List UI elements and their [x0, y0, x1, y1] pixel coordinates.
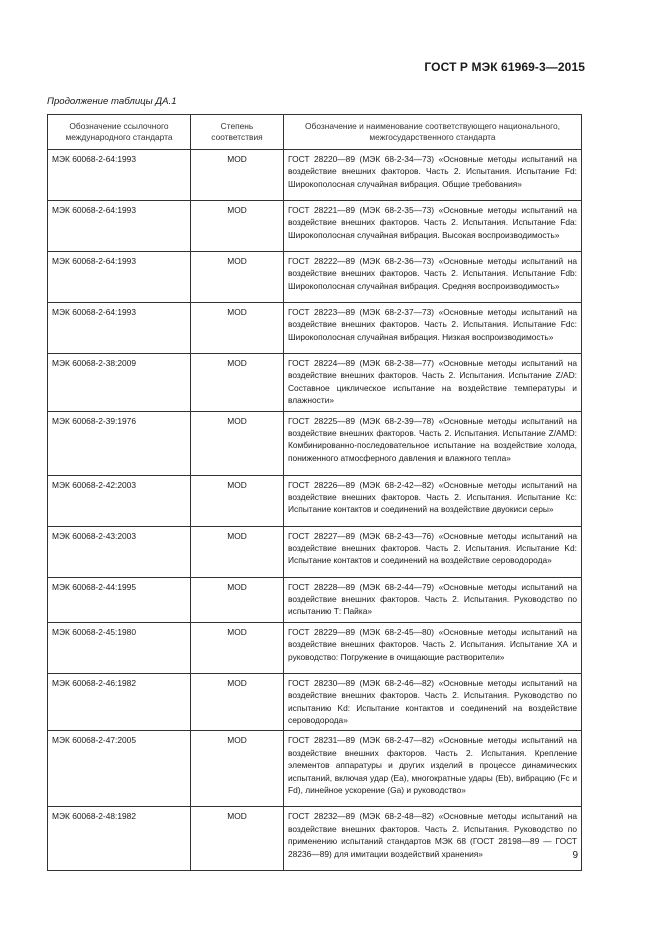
national-standard-cell: ГОСТ 28227—89 (МЭК 68-2-43—76) «Основные методы испытаний на воздействие внешних факторов. Часть 2. Испытания. Испытание Kd: Испытание контактов и соединений на воздействие сероводорода»: [284, 526, 582, 577]
reference-cell: МЭК 60068-2-43:2003: [48, 526, 191, 577]
column-header-reference: Обозначение ссылочного международного стандарта: [48, 115, 191, 150]
degree-cell: MOD: [191, 411, 284, 475]
reference-cell: МЭК 60068-2-38:2009: [48, 354, 191, 412]
table-row: [48, 526, 582, 577]
reference-cell: МЭК 60068-2-47:2005: [48, 731, 191, 807]
national-standard-cell: ГОСТ 28223—89 (МЭК 68-2-37—73) «Основные методы испытаний на воздействие внешних факторов. Часть 2. Испытания. Испытание Fdc: Широкополосная случайная вибрация. Низкая воспроизводимость»: [284, 303, 582, 354]
table-row: [48, 303, 582, 354]
standards-table: [47, 114, 582, 871]
national-standard-cell: ГОСТ 28226—89 (МЭК 68-2-42—82) «Основные методы испытаний на воздействие внешних факторов. Часть 2. Испытания. Испытание Кс: Испытание контактов и соединений на воздействие двуокиси серы»: [284, 475, 582, 526]
reference-cell: МЭК 60068-2-45:1980: [48, 622, 191, 673]
national-standard-cell: ГОСТ 28232—89 (МЭК 68-2-48—82) «Основные методы испытаний на воздействие внешних факторов. Часть 2. Испытания. Руководство по применению испытаний стандартов МЭК 68 (ГОСТ 28198—89 — ГОСТ 28236—89) для имитации воздействий хранения»: [284, 807, 582, 871]
national-standard-cell: ГОСТ 28221—89 (МЭК 68-2-35—73) «Основные методы испытаний на воздействие внешних факторов. Часть 2. Испытания. Испытание Fda: Широкополосная случайная вибрация. Высокая воспроизводимость»: [284, 201, 582, 252]
column-header-national: Обозначение и наименование соответствующего национального, межгосударственного стандарта: [284, 115, 582, 150]
national-standard-cell: ГОСТ 28220—89 (МЭК 68-2-34—73) «Основные методы испытаний на воздействие внешних факторов. Часть 2. Испытания. Испытание Fd: Широкополосная случайная вибрация. Общие требования»: [284, 150, 582, 201]
reference-cell: МЭК 60068-2-39:1976: [48, 411, 191, 475]
table-row: [48, 150, 582, 201]
reference-cell: МЭК 60068-2-64:1993: [48, 201, 191, 252]
page-number: 9: [572, 850, 578, 861]
table-row: [48, 354, 582, 412]
table-row: [48, 577, 582, 622]
national-standard-cell: ГОСТ 28224—89 (МЭК 68-2-38—77) «Основные методы испытаний на воздействие внешних факторов. Часть 2. Испытания. Испытание Z/AD: Составное циклическое испытание на воздействие температуры и влажности»: [284, 354, 582, 412]
table-row: [48, 411, 582, 475]
degree-cell: MOD: [191, 622, 284, 673]
degree-cell: MOD: [191, 201, 284, 252]
table-row: [48, 807, 582, 871]
degree-cell: MOD: [191, 150, 284, 201]
national-standard-cell: ГОСТ 28229—89 (МЭК 68-2-45—80) «Основные методы испытаний на воздействие внешних факторов. Часть 2. Испытания. Испытание ХА и руководство: Погружение в очищающие растворители»: [284, 622, 582, 673]
document-designation: ГОСТ Р МЭК 61969-3—2015: [424, 60, 585, 74]
degree-cell: MOD: [191, 526, 284, 577]
table-row: [48, 673, 582, 731]
national-standard-cell: ГОСТ 28231—89 (МЭК 68-2-47—82) «Основные методы испытаний на воздействие внешних факторов. Часть 2. Испытания. Крепление элементов аппаратуры и других изделий в процессе динамических испытаний, включая удар (Еа), многократные удары (Eb), вибрацию (Fc и Fd), линейное ускорение (Ga) и руководство»: [284, 731, 582, 807]
degree-cell: MOD: [191, 807, 284, 871]
national-standard-cell: ГОСТ 28230—89 (МЭК 68-2-46—82) «Основные методы испытаний на воздействие внешних факторов. Часть 2. Испытания. Руководство по испытанию Kd: Испытание контактов и соединений на воздействие сероводорода»: [284, 673, 582, 731]
reference-cell: МЭК 60068-2-46:1982: [48, 673, 191, 731]
degree-cell: MOD: [191, 303, 284, 354]
reference-cell: МЭК 60068-2-64:1993: [48, 252, 191, 303]
table-header-row: [48, 115, 582, 150]
table-row: [48, 731, 582, 807]
reference-cell: МЭК 60068-2-44:1995: [48, 577, 191, 622]
table-row: [48, 475, 582, 526]
table-row: [48, 201, 582, 252]
national-standard-cell: ГОСТ 28228—89 (МЭК 68-2-44—79) «Основные методы испытаний на воздействие внешних факторов. Часть 2. Испытания. Руководство по испытанию Т: Пайка»: [284, 577, 582, 622]
national-standard-cell: ГОСТ 28225—89 (МЭК 68-2-39—78) «Основные методы испытаний на воздействие внешних факторов. Часть 2. Испытания. Испытание Z/AMD: Комбинированно-последовательное испытание на воздействие холода, пониженного атмосферного давления и влажного тепла»: [284, 411, 582, 475]
table-caption: Продолжение таблицы ДА.1: [47, 96, 177, 107]
column-header-degree: Степень соответствия: [191, 115, 284, 150]
reference-cell: МЭК 60068-2-64:1993: [48, 303, 191, 354]
table-row: [48, 252, 582, 303]
degree-cell: MOD: [191, 252, 284, 303]
degree-cell: MOD: [191, 577, 284, 622]
reference-cell: МЭК 60068-2-48:1982: [48, 807, 191, 871]
national-standard-cell: ГОСТ 28222—89 (МЭК 68-2-36—73) «Основные методы испытаний на воздействие внешних факторов. Часть 2. Испытания. Испытание Fdb: Широкополосная случайная вибрация. Средняя воспроизводимость»: [284, 252, 582, 303]
degree-cell: MOD: [191, 731, 284, 807]
reference-cell: МЭК 60068-2-42:2003: [48, 475, 191, 526]
table-row: [48, 622, 582, 673]
degree-cell: MOD: [191, 354, 284, 412]
reference-cell: МЭК 60068-2-64:1993: [48, 150, 191, 201]
degree-cell: MOD: [191, 673, 284, 731]
degree-cell: MOD: [191, 475, 284, 526]
